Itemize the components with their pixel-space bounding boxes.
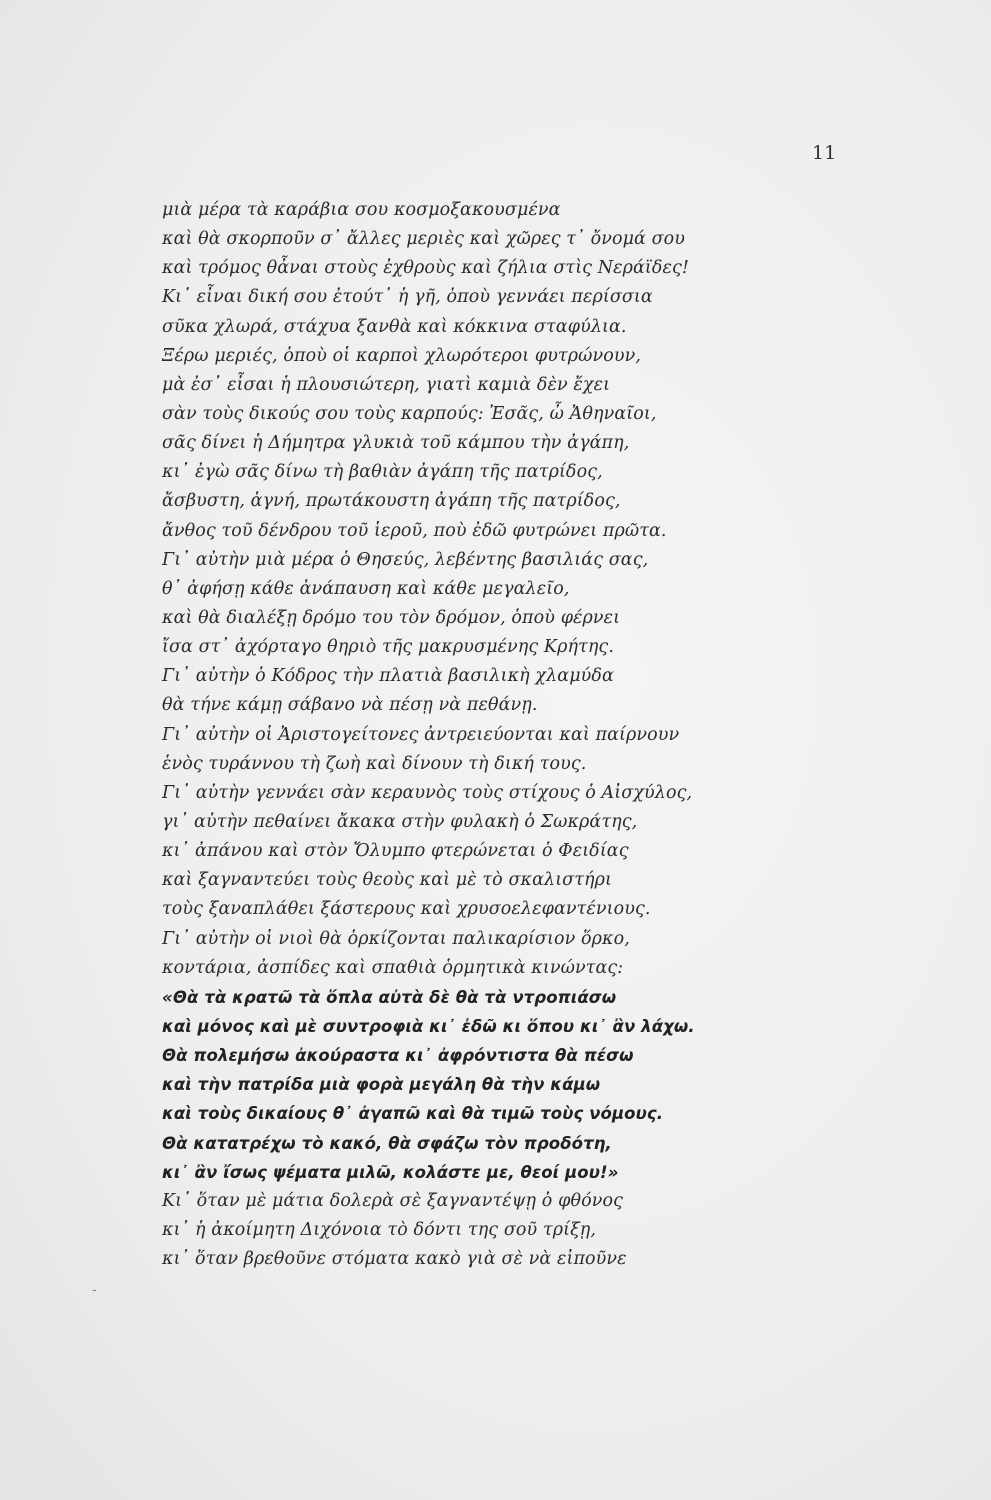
poem-line: κι᾽ ἐγὼ σᾶς δίνω τὴ βαθιὰν ἀγάπη τῆς πατρίδος, [162, 462, 603, 483]
poem-line: Θὰ πολεμήσω ἀκούραστα κι᾽ ἀφρόντιστα θὰ πέσω [162, 1046, 634, 1066]
poem-line: μὰ ἐσ᾽ εἶσαι ἡ πλουσιώτερη, γιατὶ καμιὰ δὲν ἔχει [162, 374, 611, 395]
poem-line: ἴσα στ᾽ ἀχόρταγο θηριὸ τῆς μακρυσμένης Κρήτης. [162, 637, 614, 658]
poem-line: ἑνὸς τυράννου τὴ ζωὴ καὶ δίνουν τὴ δική τους. [162, 753, 587, 774]
poem-line: καὶ τοὺς δικαίους θ᾽ ἀγαπῶ καὶ θὰ τιμῶ τοὺς νόμους. [162, 1104, 664, 1124]
poem-line: «Θὰ τὰ κρατῶ τὰ ὅπλα αὐτὰ δὲ θὰ τὰ ντροπιάσω [162, 987, 617, 1007]
poem-line: σὰν τοὺς δικούς σου τοὺς καρπούς: Ἐσᾶς, ὦ Ἀθηναῖοι, [162, 403, 657, 424]
poem-line: σᾶς δίνει ἡ Δήμητρα γλυκιὰ τοῦ κάμπου τὴν ἀγάπη, [162, 433, 630, 454]
poem-line: σῦκα χλωρά, στάχυα ξανθὰ καὶ κόκκινα σταφύλια. [162, 316, 627, 337]
poem-line: μιὰ μέρα τὰ καράβια σου κοσμοξακουσμένα [162, 200, 561, 220]
poem-line: κι᾽ ἂν ἴσως ψέματα μιλῶ, κολάστε με, θεοί μου!» [162, 1162, 619, 1182]
poem-line: τοὺς ξαναπλάθει ξάστερους καὶ χρυσοελεφαντένιους. [162, 899, 651, 920]
poem-line: θὰ τήνε κάμῃ σάβανο νὰ πέσῃ νὰ πεθάνῃ. [162, 695, 538, 716]
poem-line: Κι᾽ εἶναι δική σου ἐτούτ᾽ ἡ γῆ, ὁποὺ γεννάει περίσσια [162, 287, 653, 308]
poem-line: καὶ θὰ διαλέξῃ δρόμο του τὸν δρόμον, ὁποὺ φέρνει [162, 607, 621, 628]
poem-line: Ξέρω μεριές, ὁποὺ οἱ καρποὶ χλωρότεροι φυτρώνουν, [162, 345, 641, 366]
poem-line: κι᾽ ἡ ἀκοίμητη Διχόνοια τὸ δόντι της σοῦ τρίξῃ, [162, 1219, 597, 1240]
poem-line: θ᾽ ἀφήσῃ κάθε ἀνάπαυση καὶ κάθε μεγαλεῖο, [162, 578, 570, 599]
poem-line: Γι᾽ αὐτὴν μιὰ μέρα ὁ Θησεύς, λεβέντης βασιλιάς σας, [162, 549, 649, 570]
poem-line: καὶ μόνος καὶ μὲ συντροφιὰ κι᾽ ἐδῶ κι ὅπου κι᾽ ἂν λάχω. [162, 1016, 695, 1036]
poem-line: Γι᾽ αὐτὴν οἱ Ἀριστογείτονες ἀντρειεύονται καὶ παίρνουν [162, 724, 680, 745]
poem-line: κοντάρια, ἀσπίδες καὶ σπαθιὰ ὁρμητικὰ κινώντας: [162, 957, 624, 978]
poem-line: κι᾽ ἀπάνου καὶ στὸν Ὄλυμπο φτερώνεται ὁ Φειδίας [162, 841, 629, 862]
poem-line: Γι᾽ αὐτὴν οἱ νιοὶ θὰ ὁρκίζονται παλικαρίσιον ὅρκο, [162, 928, 630, 949]
poem-line: καὶ τὴν πατρίδα μιὰ φορὰ μεγάλη θὰ τὴν κάμω [162, 1075, 601, 1095]
page-number: 11 [812, 142, 837, 164]
poem-text [162, 196, 862, 1274]
poem-line: ἄσβυστη, ἁγνή, πρωτάκουστη ἀγάπη τῆς πατρίδος, [162, 491, 621, 512]
poem-line: καὶ ξαγναντεύει τοὺς θεοὺς καὶ μὲ τὸ σκαλιστήρι [162, 870, 612, 891]
margin-mark: - [92, 1282, 97, 1298]
poem-line: Γι᾽ αὐτὴν γεννάει σὰν κεραυνὸς τοὺς στίχους ὁ Αἰσχύλος, [162, 782, 693, 803]
poem-line: ἄνθος τοῦ δένδρου τοῦ ἱεροῦ, ποὺ ἐδῶ φυτρώνει πρῶτα. [162, 520, 667, 541]
poem-line: γι᾽ αὐτὴν πεθαίνει ἄκακα στὴν φυλακὴ ὁ Σωκράτης, [162, 811, 638, 832]
poem-line: κι᾽ ὅταν βρεθοῦνε στόματα κακὸ γιὰ σὲ νὰ εἰποῦνε [162, 1249, 627, 1270]
poem-line: καὶ θὰ σκορποῦν σ᾽ ἄλλες μεριὲς καὶ χῶρες τ᾽ ὄνομά σου [162, 229, 686, 250]
poem-line: Θὰ κατατρέχω τὸ κακό, θὰ σφάζω τὸν προδότη, [162, 1133, 612, 1153]
poem-line: Κι᾽ ὅταν μὲ μάτια δολερὰ σὲ ξαγναντέψῃ ὁ φθόνος [162, 1190, 623, 1211]
poem-line: καὶ τρόμος θἆναι στοὺς ἐχθροὺς καὶ ζήλια στὶς Νεράϊδες! [162, 258, 690, 279]
poem-line: Γι᾽ αὐτὴν ὁ Κόδρος τὴν πλατιὰ βασιλικὴ χλαμύδα [162, 666, 614, 687]
